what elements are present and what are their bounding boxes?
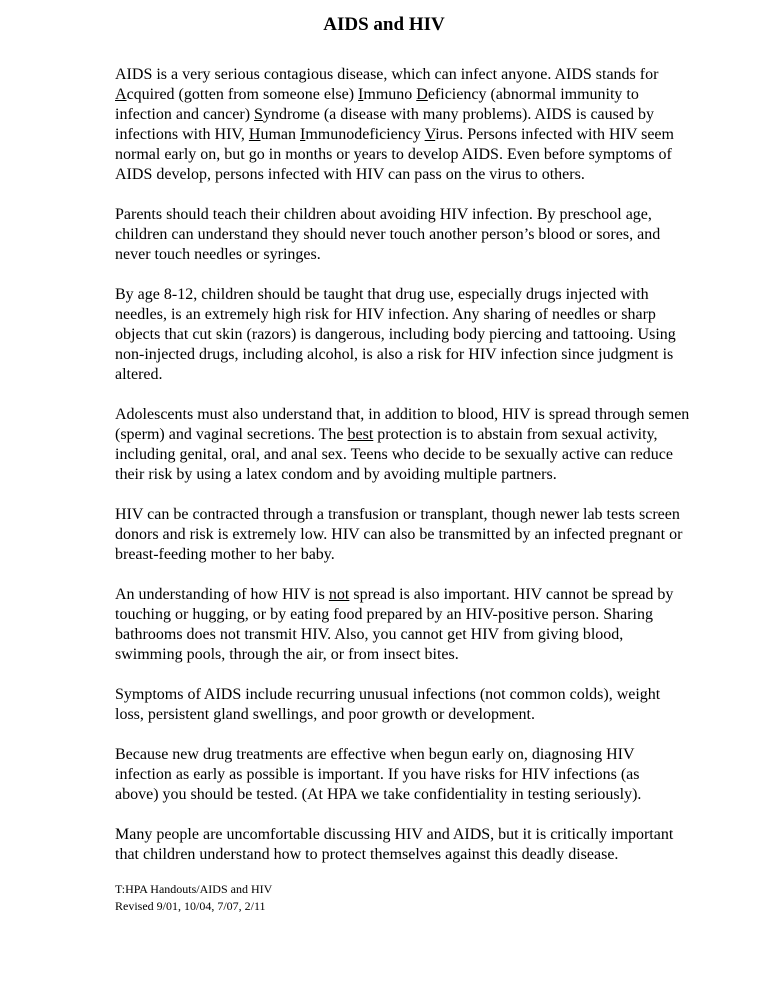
text-line — [115, 845, 735, 865]
text-line — [115, 85, 735, 105]
text-segment: protection is to abstain from sexual activity, — [373, 426, 658, 443]
text-line — [115, 205, 735, 225]
text-segment: never touch needles or syringes. — [115, 246, 321, 263]
text-line — [115, 225, 735, 245]
text-segment: Many people are uncomfortable discussing HIV and AIDS, but it is critically important — [115, 826, 674, 843]
text-line — [115, 425, 735, 445]
text-segment: their risk by using a latex condom and by avoiding multiple partners. — [115, 466, 557, 483]
text-segment: altered. — [115, 366, 163, 383]
text-line — [115, 645, 735, 665]
paragraph — [115, 825, 735, 865]
footer-revision-dates: Revised 9/01, 10/04, 7/07, 2/11 — [115, 899, 266, 913]
text-line — [115, 785, 735, 805]
text-line — [115, 745, 735, 765]
text-segment: infections with HIV, — [115, 126, 249, 143]
text-line — [115, 305, 735, 325]
text-segment: mmuno — [363, 86, 417, 103]
text-segment: donors and risk is extremely low. HIV can also be transmitted by an infected pregnant or — [115, 526, 683, 543]
text-line — [115, 245, 735, 265]
text-segment: needles, is an extremely high risk for HIV infection. Any sharing of needles or sharp — [115, 306, 656, 323]
text-segment: swimming pools, through the air, or from insect bites. — [115, 646, 459, 663]
text-line — [115, 605, 735, 625]
text-segment: AIDS is a very serious contagious disease, which can infect anyone. AIDS stands for — [115, 66, 659, 83]
underlined-text: best — [347, 426, 374, 443]
paragraph — [115, 65, 735, 185]
text-segment: loss, persistent gland swellings, and poor growth or development. — [115, 706, 535, 723]
underlined-text: V — [424, 126, 436, 143]
paragraph — [115, 745, 735, 805]
text-segment: objects that cut skin (razors) is dangerous, including body piercing and tattooing. Using — [115, 326, 676, 343]
text-segment: Symptoms of AIDS include recurring unusual infections (not common colds), weight — [115, 686, 661, 703]
underlined-text: I — [358, 86, 364, 103]
text-segment: including genital, oral, and anal sex. Teens who decide to be sexually active can reduce — [115, 446, 673, 463]
text-segment: (sperm) and vaginal secretions. The — [115, 426, 348, 443]
text-segment: that children understand how to protect themselves against this deadly disease. — [115, 846, 619, 863]
text-line — [115, 585, 735, 605]
paragraph — [115, 405, 735, 485]
text-line — [115, 65, 735, 85]
text-segment: By age 8-12, children should be taught that drug use, especially drugs injected with — [115, 286, 649, 303]
text-line — [115, 825, 735, 845]
text-line — [115, 165, 735, 185]
paragraph — [115, 285, 735, 385]
text-segment: Parents should teach their children about avoiding HIV infection. By preschool age, — [115, 206, 652, 223]
text-line — [115, 285, 735, 305]
paragraph — [115, 685, 735, 725]
text-line — [115, 705, 735, 725]
text-line — [115, 765, 735, 785]
text-segment: An understanding of how HIV is — [115, 586, 329, 603]
text-segment: breast-feeding mother to her baby. — [115, 546, 335, 563]
text-line — [115, 465, 735, 485]
text-line — [115, 365, 735, 385]
text-segment: mmunodeficiency — [305, 126, 425, 143]
underlined-text: S — [254, 106, 263, 123]
text-segment: cquired (gotten from someone else) — [126, 86, 359, 103]
text-line — [115, 545, 735, 565]
document-footer — [115, 881, 735, 915]
text-line — [115, 685, 735, 705]
text-segment: eficiency (abnormal immunity to — [427, 86, 639, 103]
text-segment: Adolescents must also understand that, in addition to blood, HIV is spread through semen — [115, 406, 690, 423]
document-body — [115, 65, 735, 915]
text-line — [115, 105, 735, 125]
text-segment: Because new drug treatments are effective when begun early on, diagnosing HIV — [115, 746, 635, 763]
text-segment: above) you should be tested. (At HPA we take confidentiality in testing seriously). — [115, 786, 642, 803]
text-segment: yndrome (a disease with many problems). AIDS is caused by — [262, 106, 654, 123]
text-segment: HIV can be contracted through a transfusion or transplant, though newer lab tests screen — [115, 506, 680, 523]
underlined-text: H — [248, 126, 261, 143]
underlined-text: A — [115, 86, 127, 103]
text-segment: infection and cancer) — [115, 106, 255, 123]
underlined-text: I — [300, 126, 306, 143]
underlined-text: D — [416, 86, 428, 103]
text-line — [115, 445, 735, 465]
text-segment: normal early on, but go in months or years to develop AIDS. Even before symptoms of — [115, 146, 672, 163]
text-line — [115, 525, 735, 545]
text-line — [115, 625, 735, 645]
footer-file-path: T:HPA Handouts/AIDS and HIV — [115, 882, 273, 896]
text-segment: infection as early as possible is important. If you have risks for HIV infections (as — [115, 766, 640, 783]
text-line — [115, 345, 735, 365]
text-segment: irus. Persons infected with HIV seem — [435, 126, 674, 143]
underlined-text: not — [328, 586, 350, 603]
paragraph — [115, 505, 735, 565]
text-segment: bathrooms does not transmit HIV. Also, you cannot get HIV from giving blood, — [115, 626, 624, 643]
text-line — [115, 325, 735, 345]
text-line — [115, 505, 735, 525]
text-segment: AIDS develop, persons infected with HIV can pass on the virus to others. — [115, 166, 585, 183]
text-line — [115, 405, 735, 425]
text-segment: children can understand they should never touch another person’s blood or sores, and — [115, 226, 661, 243]
text-line — [115, 125, 735, 145]
text-segment: uman — [260, 126, 301, 143]
paragraph — [115, 205, 735, 265]
text-segment: touching or hugging, or by eating food prepared by an HIV-positive person. Sharing — [115, 606, 653, 623]
text-segment: spread is also important. HIV cannot be spread by — [349, 586, 674, 603]
text-segment: non-injected drugs, including alcohol, is also a risk for HIV infection since judgment is — [115, 346, 674, 363]
text-line — [115, 145, 735, 165]
paragraph — [115, 585, 735, 665]
document-title: AIDS and HIV — [323, 14, 445, 35]
